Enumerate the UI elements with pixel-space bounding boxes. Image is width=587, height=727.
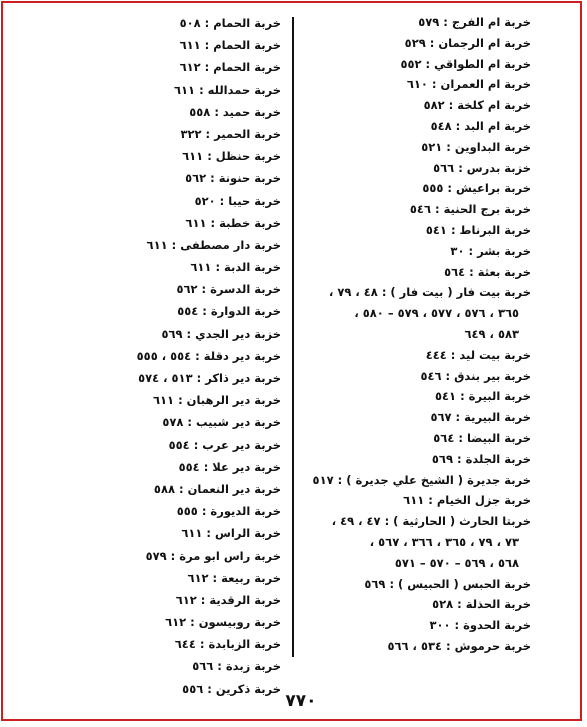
column-divider bbox=[292, 17, 294, 657]
index-entry: خربة الراس : ٦١١ bbox=[181, 526, 281, 541]
index-entry: خربة ام الفرج : ٥٧٩ bbox=[418, 15, 531, 29]
index-entry: خربة الحذلة : ٥٢٨ bbox=[432, 597, 531, 612]
index-entry: خربة الدوارة : ٥٥٤ bbox=[177, 304, 281, 319]
index-entry: خربة حنظل : ٦١١ bbox=[182, 149, 281, 164]
index-entry: خربة برج الحنية : ٥٤٦ bbox=[409, 202, 531, 217]
index-entry: خربة ام البد : ٥٤٨ bbox=[430, 118, 531, 133]
index-entry: خربة دير الرهبان : ٦١١ bbox=[153, 393, 281, 408]
index-entry: خربة الحمام : ٥٠٨ bbox=[179, 16, 281, 30]
index-entry: خربة الدبة : ٦١١ bbox=[190, 260, 281, 275]
index-entry: خربة حرموش : ٥٣٤ ، ٥٦٦ bbox=[387, 638, 531, 653]
index-entry: خربة حمدالله : ٦١١ bbox=[174, 82, 281, 97]
index-entry: خربة بعثة : ٥٦٤ bbox=[444, 264, 531, 279]
index-entry: خربة ذكرين : ٥٥٦ bbox=[182, 681, 281, 696]
index-entry: خربة الحبس ( الحبيس ) : ٥٦٩ bbox=[364, 576, 531, 591]
index-entry: خربة بيت فار ( بيت فار ) : ٤٨ ، ٧٩ ، bbox=[328, 285, 531, 300]
index-entry: خربة الحمير : ٣٢٢ bbox=[180, 126, 281, 141]
index-entry: خربة دير عرب : ٥٥٤ bbox=[168, 437, 281, 452]
index-entry: خربة بير بندق : ٥٤٦ bbox=[420, 368, 531, 383]
index-entry: خربة ام العمران : ٦١٠ bbox=[406, 77, 531, 92]
index-entry: خربة ام كلخة : ٥٨٢ bbox=[423, 98, 531, 113]
index-entry: خربة دير النعمان : ٥٨٨ bbox=[153, 481, 281, 496]
index-entry: خربة دير ذاكر : ٥١٣ ، ٥٧٤ bbox=[138, 371, 281, 385]
index-entry: خربة دير علا : ٥٥٤ bbox=[178, 459, 281, 474]
index-entry: خربة زبدة : ٥٦٦ bbox=[192, 659, 281, 674]
index-entry: خزبة دير الجدي : ٥٦٩ bbox=[161, 326, 281, 341]
index-entry: خربة دير دقلة : ٥٥٤ ، ٥٥٥ bbox=[136, 348, 281, 363]
index-entry: خربة ربيعة : ٦١٢ bbox=[187, 570, 281, 585]
index-entry: خربة ام الرجمان : ٥٢٩ bbox=[404, 35, 531, 50]
index-entry: خربة بيت ليد : ٤٤٤ bbox=[425, 347, 531, 362]
index-column-right bbox=[303, 12, 531, 657]
page-frame bbox=[1, 1, 582, 721]
index-entry: خربة راس ابو مرة : ٥٧٩ bbox=[145, 548, 281, 563]
index-entry: خربة ام الطواقي : ٥٥٢ bbox=[400, 56, 531, 71]
index-entry: خربة البيرة : ٥٤١ bbox=[435, 389, 531, 404]
index-entry: ٣٦٥ ، ٥٧٦ ، ٥٧٧ ، ٥٧٩ – ٥٨٠ ، bbox=[354, 306, 519, 321]
index-entry: خربة البيرية : ٥٦٧ bbox=[430, 410, 531, 425]
index-entry: خربة بشر : ٣٠ bbox=[450, 243, 531, 258]
index-entry: ٥٦٨ ، ٥٦٩ – ٥٧٠ – ٥٧١ bbox=[394, 555, 519, 570]
index-entry: ٥٨٣ ، ٦٤٩ bbox=[464, 326, 519, 341]
index-entry: خربة البداوين : ٥٢١ bbox=[421, 139, 531, 154]
page-number: ٧٧٠ bbox=[285, 691, 317, 711]
index-entry: خربة جديرة ( الشيخ علي جديرة ) : ٥١٧ bbox=[312, 472, 531, 487]
index-entry: خربتا الحارث ( الحارثية ) : ٤٧ ، ٤٩ ، bbox=[331, 514, 531, 529]
index-entry: خربة براعيش : ٥٥٥ bbox=[422, 181, 531, 196]
index-entry: خربة دير شبيب : ٥٧٨ bbox=[162, 415, 281, 430]
index-entry: خربة الزبابدة : ٦٤٤ bbox=[174, 637, 281, 652]
index-entry: خربة حنونة : ٥٦٢ bbox=[185, 171, 281, 186]
index-entry: خربة حيبا : ٥٢٠ bbox=[194, 193, 281, 208]
index-entry: خربة الحمام : ٦١٢ bbox=[179, 60, 281, 75]
index-entry: خربة البرناط : ٥٤١ bbox=[425, 222, 531, 237]
index-entry: خربة دار مصطفى : ٦١١ bbox=[146, 237, 281, 252]
index-entry: خربة الرقدية : ٦١٢ bbox=[175, 592, 281, 607]
index-entry: خزبة بدرس : ٥٦٦ bbox=[433, 160, 531, 175]
index-entry: خربة حميد : ٥٥٨ bbox=[189, 104, 281, 119]
index-entry: خربة الجلدة : ٥٦٩ bbox=[431, 451, 531, 466]
index-entry: خربة الحمام : ٦١١ bbox=[179, 38, 281, 53]
index-entry: خربة روبيسون : ٦١٢ bbox=[165, 615, 281, 630]
index-entry: ٧٣ ، ٧٩ ، ٣٦٥ ، ٣٦٦ ، ٥٦٧ ، bbox=[369, 534, 519, 549]
index-entry: خربة خطبة : ٦١١ bbox=[185, 215, 281, 230]
index-entry: خربة الحدوة : ٣٠٠ bbox=[429, 618, 531, 633]
index-entry: خربة البيضا : ٥٦٤ bbox=[433, 430, 531, 445]
index-entry: خربة الدسرة : ٥٦٢ bbox=[176, 282, 281, 297]
index-entry: خربة جزل الخيام : ٦١١ bbox=[403, 493, 531, 508]
index-entry: خربة الديورة : ٥٥٥ bbox=[176, 504, 281, 519]
index-column-left bbox=[103, 12, 281, 700]
